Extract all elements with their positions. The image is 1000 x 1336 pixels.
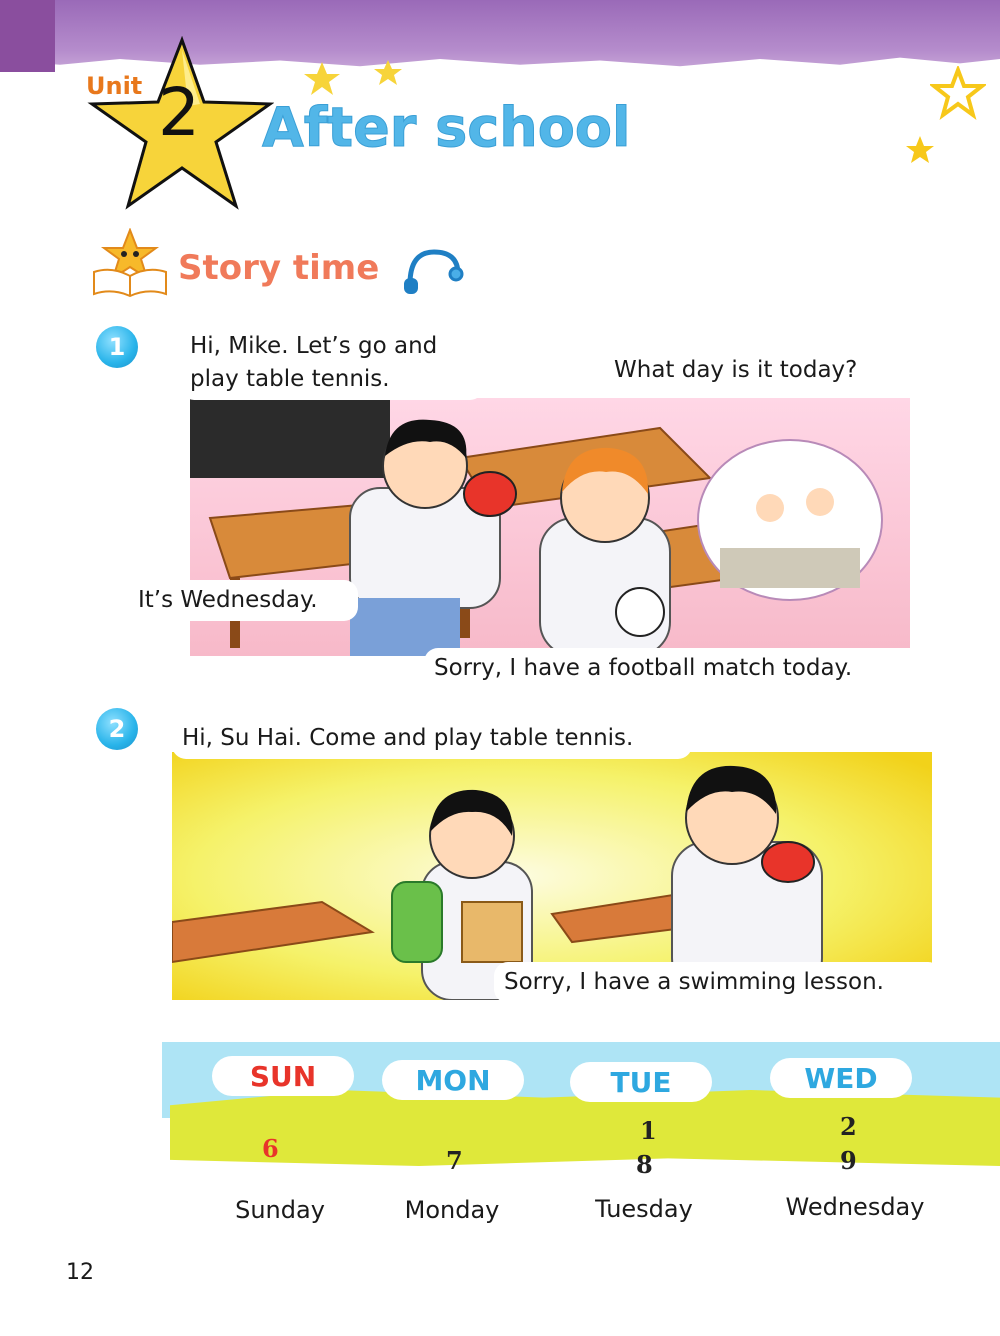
outline-star-icon [930, 66, 986, 122]
speech-bubble-football-match: Sorry, I have a football match today. [424, 648, 924, 689]
panel-number-badge: 2 [96, 708, 138, 750]
calendar-tab-tue: TUE [570, 1062, 712, 1102]
calendar-tab-sun: SUN [212, 1056, 354, 1096]
calendar-word-monday: Monday [404, 1196, 500, 1224]
small-stars-icon [300, 60, 410, 100]
calendar-date-wed-1: 2 [840, 1112, 857, 1141]
calendar-date-tue-2: 8 [636, 1150, 653, 1179]
calendar-date-mon-1: 7 [446, 1146, 463, 1175]
story-time-title: Story time [178, 248, 380, 288]
calendar-word-wednesday: Wednesday [785, 1193, 925, 1221]
speech-bubble-swimming-lesson: Sorry, I have a swimming lesson. [494, 962, 942, 1003]
header-band-corner [0, 0, 55, 72]
speech-bubble-wednesday: It’s Wednesday. [128, 580, 358, 621]
calendar-tab-wed: WED [770, 1058, 912, 1098]
book-star-icon [90, 228, 170, 298]
unit-title: After school [262, 96, 631, 159]
panel-number-badge: 1 [96, 326, 138, 368]
speech-bubble-what-day: What day is it today? [604, 350, 914, 391]
speech-bubble-mike-invite: Hi, Mike. Let’s go and play table tennis. [180, 326, 484, 400]
unit-number: 2 [158, 74, 200, 151]
unit-label: Unit [86, 72, 143, 100]
headphones-icon[interactable] [400, 244, 464, 296]
calendar-date-sun-1: 6 [262, 1134, 279, 1163]
calendar-tab-mon: MON [382, 1060, 524, 1100]
calendar-word-sunday: Sunday [235, 1196, 325, 1224]
calendar-date-wed-2: 9 [840, 1146, 857, 1175]
tiny-star-icon [904, 134, 936, 166]
page-number: 12 [66, 1260, 94, 1285]
calendar-word-tuesday: Tuesday [595, 1195, 693, 1223]
speech-bubble-su-hai-invite: Hi, Su Hai. Come and play table tennis. [172, 718, 692, 759]
calendar-date-tue-1: 1 [640, 1116, 657, 1145]
